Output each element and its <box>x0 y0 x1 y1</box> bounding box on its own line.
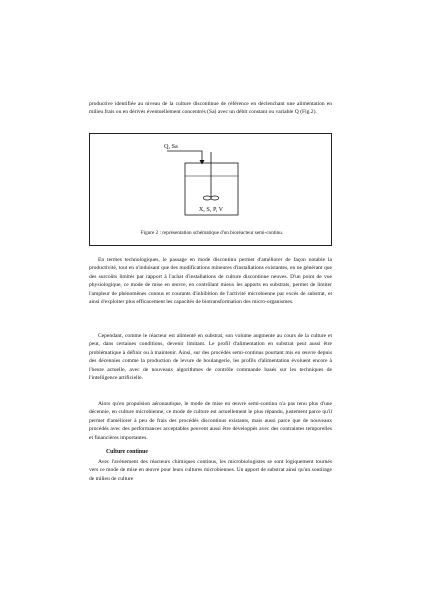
paragraph-continuous: Avec l'avènement des réacteurs chimiques continus, les microbiologistes se sont logiquement tournés vers ce mode de mise en œuvre pour leurs cultures microbiennes. Un apport de substrat ainsi qu'un soutirage de milieu de culture <box>89 459 332 482</box>
feed-arrow-icon <box>200 160 205 165</box>
section-heading: Culture continue <box>106 449 148 455</box>
figure-caption: Figure 2 : représentation schématique d'un bioréacteur semi-continu. <box>140 230 284 236</box>
feed-line <box>167 151 202 163</box>
impeller-blade-right <box>211 196 219 200</box>
feed-label: Q, Sa <box>164 143 178 150</box>
paragraph-3: Alors qu'en propulsion aéronautique, le mode de mise en œuvre semi-continu n'a pas tenu plus d'une décennie, en culture microbienne, ce mode de culture est actuellement le plus répandu, justement parce qu'il permet d'améliorer à peu de frais des procédés discontinus existants, mais aussi parce que de nouveaux procédés avec des performances acceptables peuvent aussi être développés avec des contraintes temporelles et financières importantes. <box>89 401 332 441</box>
state-variables-label: X, S, P, V <box>198 206 224 213</box>
paragraph-2: Cependant, comme le réacteur est alimenté en substrat, son volume augmente au cours de la culture et peut, dans certaines conditions, devenir limitant. Le profil d'alimentation en substrat peut aussi être problématique à définir ou à maintenir. Ainsi, sur des procédés semi-continus pourtant mis en œuvre depuis des décennies comme la production de levure de boulangerie, les profils d'alimentation évoluent encore à l'heure actuelle, avec de nouveaux algorithmes de contrôle commande basés sur les techniques de l'intelligence artificielle. <box>89 333 332 382</box>
intro-paragraph: productive identifiée au niveau de la culture discontinue de référence en déclenchant une alimentation en milieu frais ou en dérivés éventuellement concentrés (Sa) avec un débit constant ou variable Q (Fig.2). <box>89 101 332 116</box>
figure-bioreactor <box>89 133 332 246</box>
impeller-blade-left <box>203 196 211 200</box>
paragraph-1: En termes technologiques, le passage en mode discontinu permet d'améliorer de façon notable la productivité, tout en n'induisant que des modifications mineures d'installations existantes, en ne générant que des surcoûts limités par rapport à l'achat d'installations de culture discontinue neuves. D'un point de vue physiologique, ce mode de mise en œuvre, en contrôlant mieux les apports en substrats, permet de limiter l'ampleur de phénomènes connus et courants d'inhibition de l'activité microbienne par excès de substrat, et ainsi d'exploiter plus efficacement les capacités de biotransformation des micro-organismes. <box>89 257 332 306</box>
